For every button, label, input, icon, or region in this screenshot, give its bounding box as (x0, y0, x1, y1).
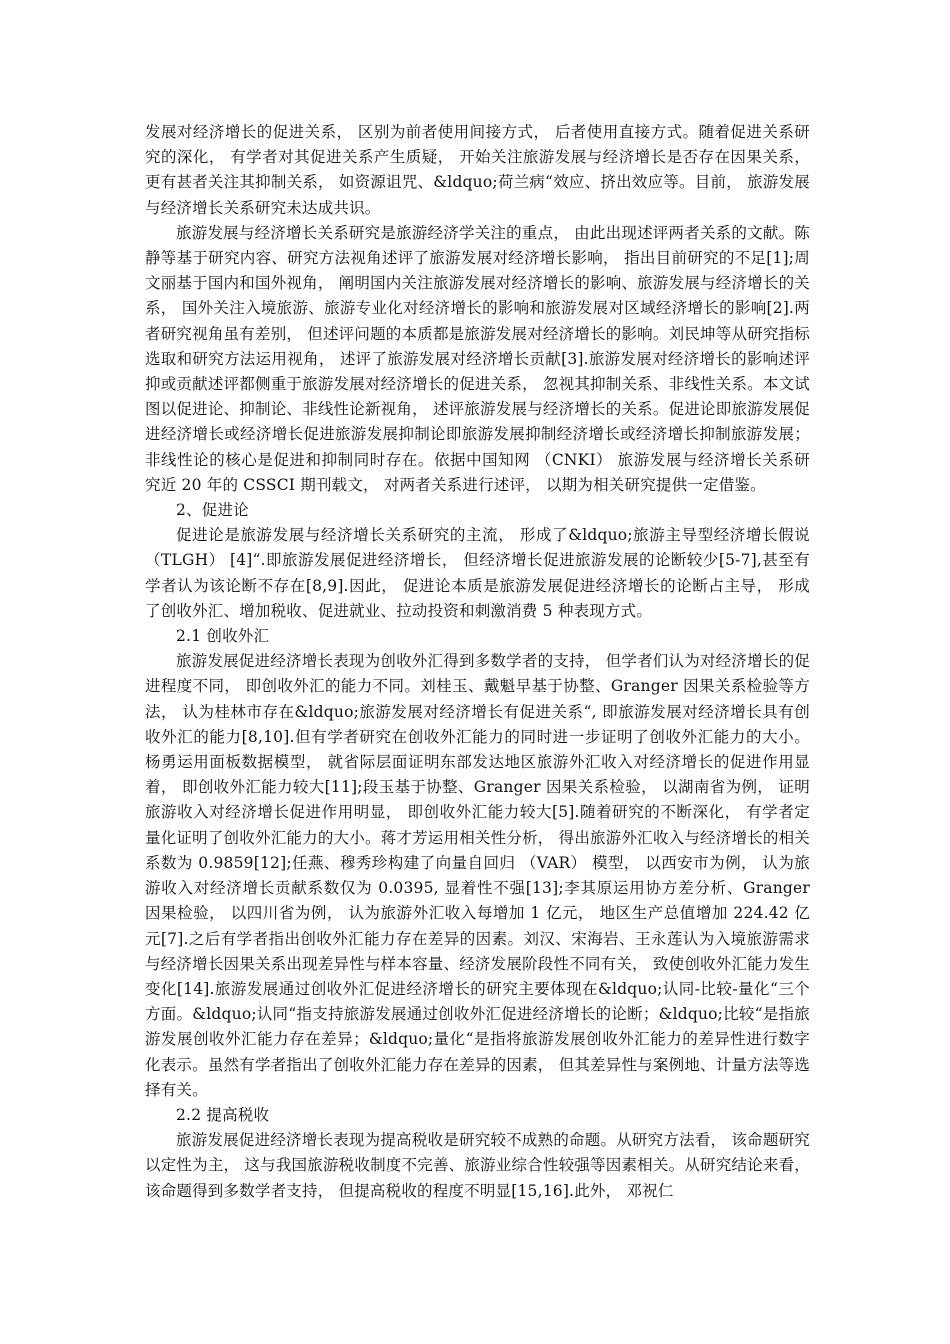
paragraph-literature-review: 旅游发展与经济增长关系研究是旅游经济学关注的重点， 由此出现述评两者关系的文献。陈静等基于研究内容、研究方法视角述评了旅游发展对经济增长影响， 指出目前研究的不足[1];周文丽基于国内和国外视角， 阐明国内关注旅游发展对经济增长的影响、旅游发展与经济增长的关系， 国外关注入境旅游、旅游专业化对经济增长的影响和旅游发展对区域经济增长的影响[2].两者研究视角虽有差别， 但述评问题的本质都是旅游发展对经济增长的影响。刘民坤等从研究指标选取和研究方法运用视角， 述评了旅游发展对经济增长贡献[3].旅游发展对经济增长的影响述评抑或贡献述评都侧重于旅游发展对经济增长的促进关系， 忽视其抑制关系、非线性关系。本文试图以促进论、抑制论、非线性论新视角， 述评旅游发展与经济增长的关系。促进论即旅游发展促进经济增长或经济增长促进旅游发展抑制论即旅游发展抑制经济增长或经济增长抑制旅游发展；非线性论的核心是促进和抑制同时存在。依据中国知网 （CNKI） 旅游发展与经济增长关系研究近 20 年的 CSSCI 期刊载文， 对两者关系进行述评， 以期为相关研究提供一定借鉴。 (145, 223, 810, 494)
section-heading-promotion: 2、促进论 (176, 501, 249, 520)
paragraph-promotion-theory: 促进论是旅游发展与经济增长关系研究的主流， 形成了&ldquo;旅游主导型经济增长假说 （TLGH） [4]“.即旅游发展促进经济增长， 但经济增长促进旅游发展的论断较少[5-7],甚至有学者认为该论断不存在[8,9].因此， 促进论本质是旅游发展促进经济增长的论断占主导， 形成了创收外汇、增加税收、促进就业、拉动投资和刺激消费 5 种表现方式。 (145, 526, 810, 620)
subsection-heading-foreign-exchange: 2.1 创收外汇 (176, 627, 270, 646)
paragraph-continuation: 发展对经济增长的促进关系， 区别为前者使用间接方式， 后者使用直接方式。随着促进关系研究的深化， 有学者对其促进关系产生质疑， 开始关注旅游发展与经济增长是否存在因果关系， 更有甚者关注其抑制关系， 如资源诅咒、&ldquo;荷兰病“效应、挤出效应等。目前， 旅游发展与经济增长关系研究未达成共识。 (145, 123, 810, 217)
paragraph-foreign-exchange: 旅游发展促进经济增长表现为创收外汇得到多数学者的支持， 但学者们认为对经济增长的促进程度不同， 即创收外汇的能力不同。刘桂玉、戴魁早基于协整、Granger 因果关系检验等方法， 认为桂林市存在&ldquo;旅游发展对经济增长有促进关系“, 即旅游发展对经济增长具有创收外汇的能力[8,10].但有学者研究在创收外汇能力的同时进一步证明了创收外汇能力的大小。杨勇运用面板数据模型， 就省际层面证明东部发达地区旅游外汇收入对经济增长的促进作用显着， 即创收外汇能力较大[11];段玉基于协整、Granger 因果关系检验， 以湖南省为例， 证明旅游收入对经济增长促进作用明显， 即创收外汇能力较大[5].随着研究的不断深化， 有学者定量化证明了创收外汇能力的大小。蒋才芳运用相关性分析， 得出旅游外汇收入与经济增长的相关系数为 0.9859[12];任燕、穆秀珍构建了向量自回归 （VAR） 模型， 以西安市为例， 认为旅游收入对经济增长贡献系数仅为 0.0395, 显着性不强[13];李其原运用协方差分析、Granger 因果检验， 以四川省为例， 认为旅游外汇收入每增加 1 亿元， 地区生产总值增加 224.42 亿元[7].之后有学者指出创收外汇能力存在差异的因素。刘汉、宋海岩、王永莲认为入境旅游需求与经济增长因果关系出现差异性与样本容量、经济发展阶段性不同有关， 致使创收外汇能力发生变化[14].旅游发展通过创收外汇促进经济增长的研究主要体现在&ldquo;认同-比较-量化“三个方面。&ldquo;认同“指支持旅游发展通过创收外汇促进经济增长的论断；&ldquo;比较“是指旅游发展创收外汇能力存在差异；&ldquo;量化“是指将旅游发展创收外汇能力的差异性进行数字化表示。虽然有学者指出了创收外汇能力存在差异的因素， 但其差异性与案例地、计量方法等选择有关。 (145, 652, 810, 1099)
paragraph-tax: 旅游发展促进经济增长表现为提高税收是研究较不成熟的命题。从研究方法看， 该命题研究以定性为主， 这与我国旅游税收制度不完善、旅游业综合性较强等因素相关。从研究结论来看， 该命题得到多数学者支持， 但提高税收的程度不明显[15,16].此外， 邓祝仁 (145, 1131, 810, 1200)
document-page (145, 120, 810, 1204)
subsection-heading-tax: 2.2 提高税收 (176, 1105, 270, 1124)
